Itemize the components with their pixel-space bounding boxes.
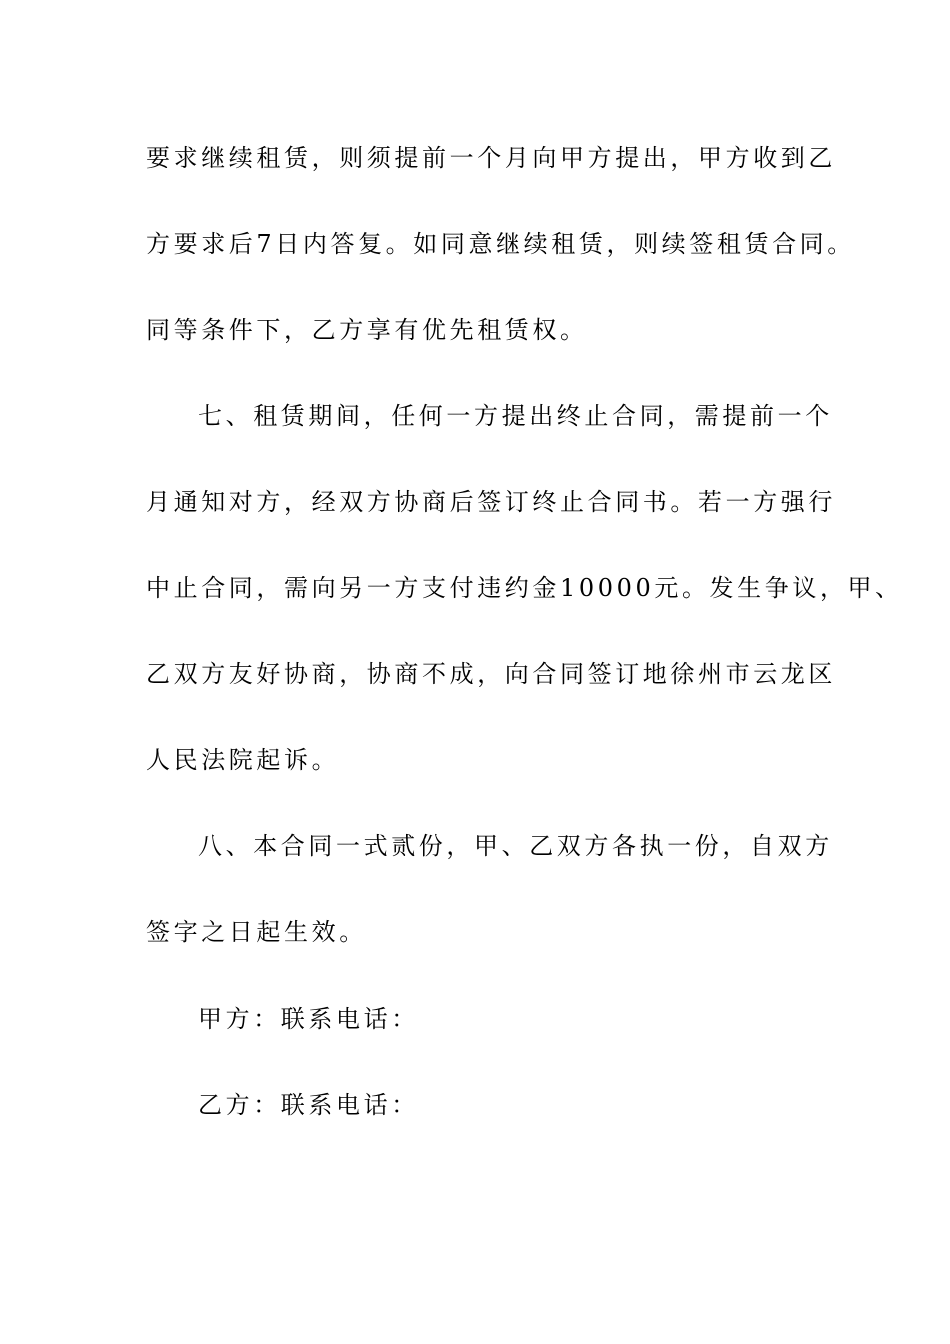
clause-8-line: 八、本合同一式贰份，甲、乙双方各执一份，自双方	[198, 832, 833, 860]
party-b-contact-line: 乙方：联系电话：	[198, 1091, 419, 1119]
paragraph-line: 乙双方友好协商，协商不成，向合同签订地徐州市云龙区	[146, 660, 836, 688]
party-a-contact-line: 甲方：联系电话：	[198, 1005, 419, 1033]
paragraph-line: 人民法院起诉。	[146, 746, 340, 774]
clause-7-line: 七、租赁期间，任何一方提出终止合同，需提前一个	[198, 402, 833, 430]
paragraph-line: 月通知对方，经双方协商后签订终止合同书。若一方强行	[146, 488, 836, 516]
paragraph-line: 签字之日起生效。	[146, 918, 367, 946]
paragraph-line: 中止合同，需向另一方支付违约金10000元。发生争议，甲、	[146, 574, 903, 602]
paragraph-line: 要求继续租赁，则须提前一个月向甲方提出，甲方收到乙	[146, 144, 836, 172]
paragraph-line: 同等条件下，乙方享有优先租赁权。	[146, 316, 588, 344]
paragraph-line: 方要求后7日内答复。如同意继续租赁，则续签租赁合同。	[146, 230, 855, 258]
